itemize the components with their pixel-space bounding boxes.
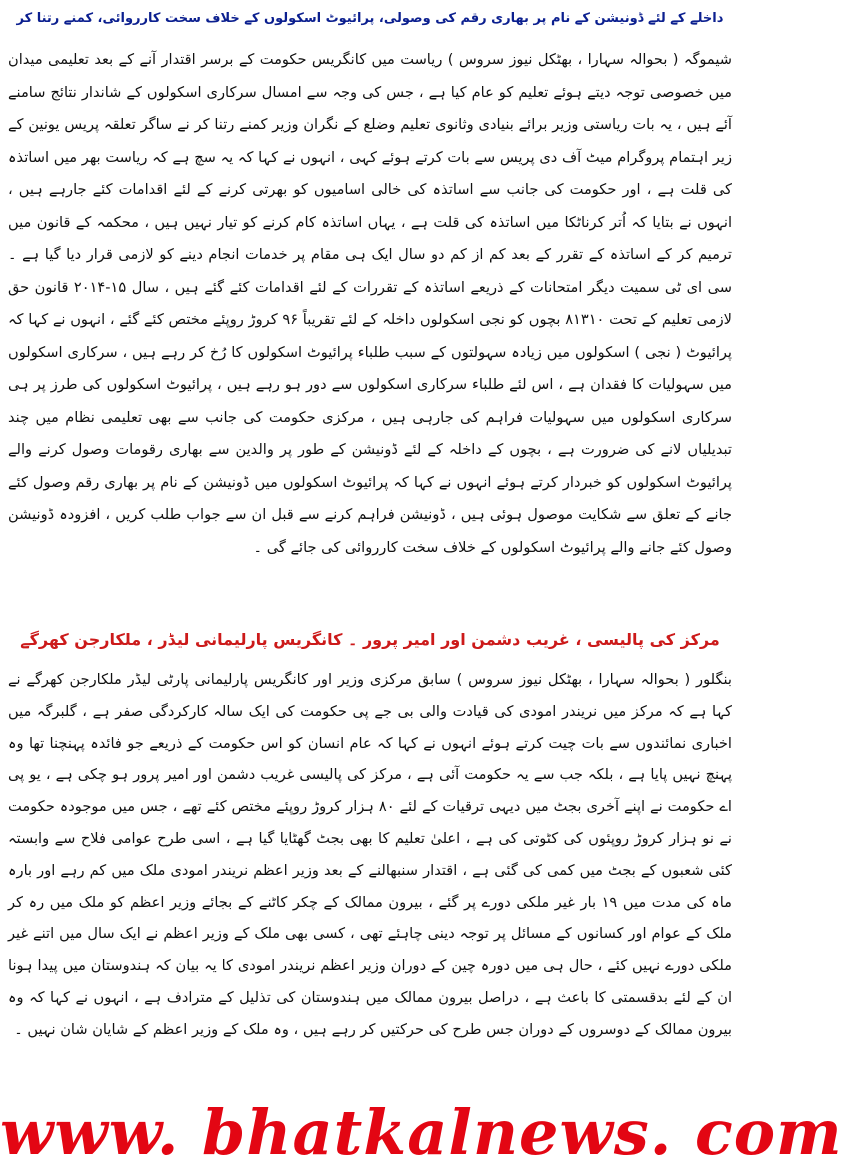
story1-body: شیموگہ ( بحوالہ سہارا ، بھٹکل نیوز سروس ) ریاست میں کانگریس حکومت کے برسر اقتدار آنے کے بعد تعلیمی میدان میں خصوصی توجہ دیتے ہوئے تعلیم کو عام کیا ہے ، جس کی وجہ سے امسال سرکاری اسکولوں کے شاندار نتائج سامنے آئے ہیں ، یہ بات ریاستی وزیر برائے بنیادی وثانوی تعلیم وضلع کے نگران وزیر کمنے رتنا کر نے ساگر تعلقہ پریس یونین کے زیر اہتمام پروگرام میٹ آف دی پریس سے بات کرتے ہوئے کہی ، انہوں نے کہا کہ یہ سچ ہے کہ ریاست بھر میں اساتذہ کی قلت ہے ، اور حکومت کی جانب سے اساتذہ کی خالی اسامیوں کو بھرتی کرنے کے لئے اقدامات کئے جارہے ہیں ، انہوں نے بتایا کہ اُتر کرناٹکا میں اساتذہ کی قلت ہے ، یہاں اساتذہ کام کرنے کو تیار نہیں ہیں ، محکمہ کے قانون میں ترمیم کر کے اساتذہ کے تقرر کے بعد کم از کم دو سال ایک ہی مقام پر خدمات انجام دینے کو لازمی قرار دیا گیا ہے ۔ سی ای ٹی سمیت دیگر امتحانات کے ذریعے اساتذہ کے تقررات کے لئے اقدامات کئے گئے ہیں ، سال ۱۵-۲۰۱۴ قانون حق لازمی تعلیم کے تحت ۸۱۳۱۰ بچوں کو نجی اسکولوں داخلہ کے لئے تقریباً ۹۶ کروڑ روپئے مختص کئے گئے ، انہوں نے کہا کہ پرائیوٹ ( نجی ) اسکولوں میں زیادہ سہولتوں کے سبب طلباء پرائیوٹ اسکولوں کا رُخ کر رہے ہیں ، سرکاری اسکولوں میں سہولیات کا فقدان ہے ، اس لئے طلباء سرکاری اسکولوں سے دور ہو رہے ہیں ، پرائیوٹ اسکولوں کی طرز پر ہی سرکاری اسکولوں میں سہولیات فراہم کی جارہی ہیں ، مرکزی حکومت کی جانب سے بھی تعلیمی نظام میں چند تبدیلیاں لانے کی ضرورت ہے ، بچوں کے داخلہ کے لئے ڈونیشن کے طور پر والدین سے بھاری رقومات وصول کرنے والے پرائیوٹ اسکولوں کو خبردار کرتے ہوئے انہوں نے کہا کہ پرائیوٹ اسکولوں میں ڈونیشن کے نام پر بھاری رقم وصول کئے جانے کے تعلق سے شکایت موصول ہوئی ہیں ، ڈونیشن فراہم کرنے سے قبل ان سے جواب طلب کریں ، افزودہ ڈونیشن وصول کئے جانے والے پرائیوٹ اسکولوں کے خلاف سخت کارروائی کی جائے گی ۔: [8, 51, 732, 556]
story2-article: [8, 664, 732, 1046]
story2-body: بنگلور ( بحوالہ سہارا ، بھٹکل نیوز سروس ) سابق مرکزی وزیر اور کانگریس پارلیمانی پارٹی لیڈر ملکارجن کھرگے نے کہا ہے کہ مرکز میں نریندر امودی کی قیادت والی بی جے پی حکومت کی ایک سالہ کارکردگی صفر ہے ، گلبرگہ میں اخباری نمائندوں سے بات چیت کرتے ہوئے انہوں نے کہا کہ عام انسان کو اس حکومت کے ذریعے جو فائدہ پہنچنا تھا وہ پہنچ نہیں پایا ہے ، بلکہ جب سے یہ حکومت آئی ہے ، مرکز کی پالیسی غریب دشمن اور امیر پرور ہو چکی ہے ، یو پی اے حکومت نے اپنے آخری بجٹ میں دیہی ترقیات کے لئے ۸۰ ہزار کروڑ روپئے مختص کئے تھے ، جس میں موجودہ حکومت نے نو ہزار کروڑ روپئوں کی کٹوتی کی ہے ، اعلیٰ تعلیم کا بھی بجٹ گھٹایا گیا ہے ، اسی طرح عوامی فلاح سے وابستہ کئی شعبوں کے بجٹ میں کمی کی گئی ہے ، اقتدار سنبھالنے کے بعد وزیر اعظم نریندر امودی ملک میں کم رہے اور بارہ ماہ کی مدت میں ۱۹ بار غیر ملکی دورے پر گئے ، بیرون ممالک کے چکر کاٹنے کے بجائے وزیر اعظم کو ملک میں رہ کر ملک کے عوام اور کسانوں کے مسائل پر توجہ دینی چاہئے تھی ، کسی بھی ملک کے وزیر اعظم نے ایک سال میں اتنے غیر ملکی دورے نہیں کئے ، حال ہی میں دورہ چین کے دوران وزیر اعظم نریندر امودی کا یہ بیان کہ ہندوستان میں پیدا ہونا ان کے لئے بدقسمتی کا باعث ہے ، دراصل بیرون ممالک میں ہندوستان کی تذلیل کے مترادف ہے ، انہوں نے کہا کہ وہ بیرون ممالک کے دوسروں کے دوران جس طرح کی حرکتیں کر رہے ہیں ، وہ ملک کے وزیر اعظم کے شایان شان نہیں ۔: [8, 671, 732, 1038]
website-watermark: www. bhatkalnews. com: [0, 1096, 843, 1169]
story2-headline: مرکز کی پالیسی ، غریب دشمن اور امیر پرور ۔ کانگریس پارلیمانی لیڈر ، ملکارجن کھرگے: [20, 630, 720, 649]
story1-article: [8, 44, 732, 564]
story1-headline: داخلے کے لئے ڈونیشن کے نام پر بھاری رقم کی وصولی، پرائیوٹ اسکولوں کے خلاف سخت کارروائی، کمنے رتنا کر: [16, 11, 724, 26]
